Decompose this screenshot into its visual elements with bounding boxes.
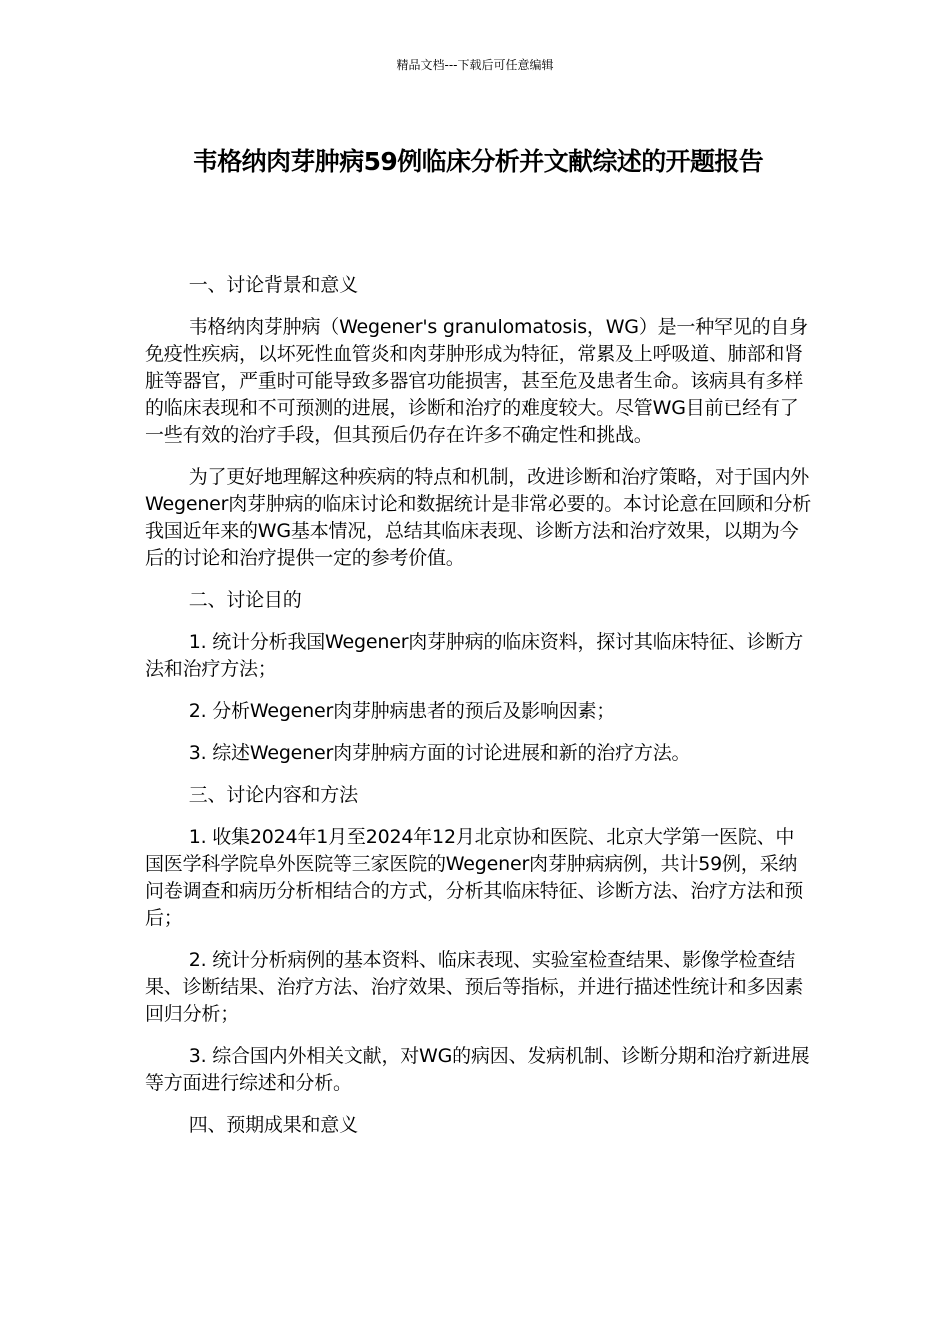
paragraph-background-1: 韦格纳肉芽肿病（Wegener's granulomatosis，WG）是一种罕见的自身免疫性疾病，以坏死性血管炎和肉芽肿形成为特征，常累及上呼吸道、肺部和肾脏等器官，严重时可能导致多器官功能损害，甚至危及患者生命。该病具有多样的临床表现和不可预测的进展，诊断和治疗的难度较大。尽管WG目前已经有了一些有效的治疗手段，但其预后仍存在许多不确定性和挑战。 — [145, 316, 809, 446]
section-heading-outcomes: 四、预期成果和意义 — [188, 1114, 358, 1136]
document-title: 韦格纳肉芽肿病59例临床分析并文献综述的开题报告 — [192, 147, 764, 176]
method-item-3: 3. 综合国内外相关文献，对WG的病因、发病机制、诊断分期和治疗新进展等方面进行综述和分析。 — [145, 1045, 810, 1094]
method-item-1: 1. 收集2024年1月至2024年12月北京协和医院、北京大学第一医院、中国医学科学院阜外医院等三家医院的Wegener肉芽肿病病例，共计59例，采纳问卷调查和病历分析相结合的方式，分析其临床特征、诊断方法、治疗方法和预后； — [145, 826, 804, 929]
paragraph-background-2: 为了更好地理解这种疾病的特点和机制，改进诊断和治疗策略，对于国内外Wegener肉芽肿病的临床讨论和数据统计是非常必要的。本讨论意在回顾和分析我国近年来的WG基本情况，总结其临床表现、诊断方法和治疗效果，以期为今后的讨论和治疗提供一定的参考价值。 — [145, 466, 812, 569]
objective-item-3: 3. 综述Wegener肉芽肿病方面的讨论进展和新的治疗方法。 — [188, 742, 691, 764]
page-header: 精品文档---下载后可任意编辑 — [396, 58, 554, 72]
section-heading-methods: 三、讨论内容和方法 — [188, 784, 358, 806]
section-heading-objectives: 二、讨论目的 — [188, 589, 302, 611]
objective-item-2: 2. 分析Wegener肉芽肿病患者的预后及影响因素； — [188, 700, 616, 722]
document-body — [145, 272, 813, 1154]
objective-item-1: 1. 统计分析我国Wegener肉芽肿病的临床资料，探讨其临床特征、诊断方法和治疗方法； — [145, 631, 804, 680]
method-item-2: 2. 统计分析病例的基本资料、临床表现、实验室检查结果、影像学检查结果、诊断结果、治疗方法、治疗效果、预后等指标，并进行描述性统计和多因素回归分析； — [145, 949, 804, 1025]
section-heading-background: 一、讨论背景和意义 — [188, 274, 358, 296]
